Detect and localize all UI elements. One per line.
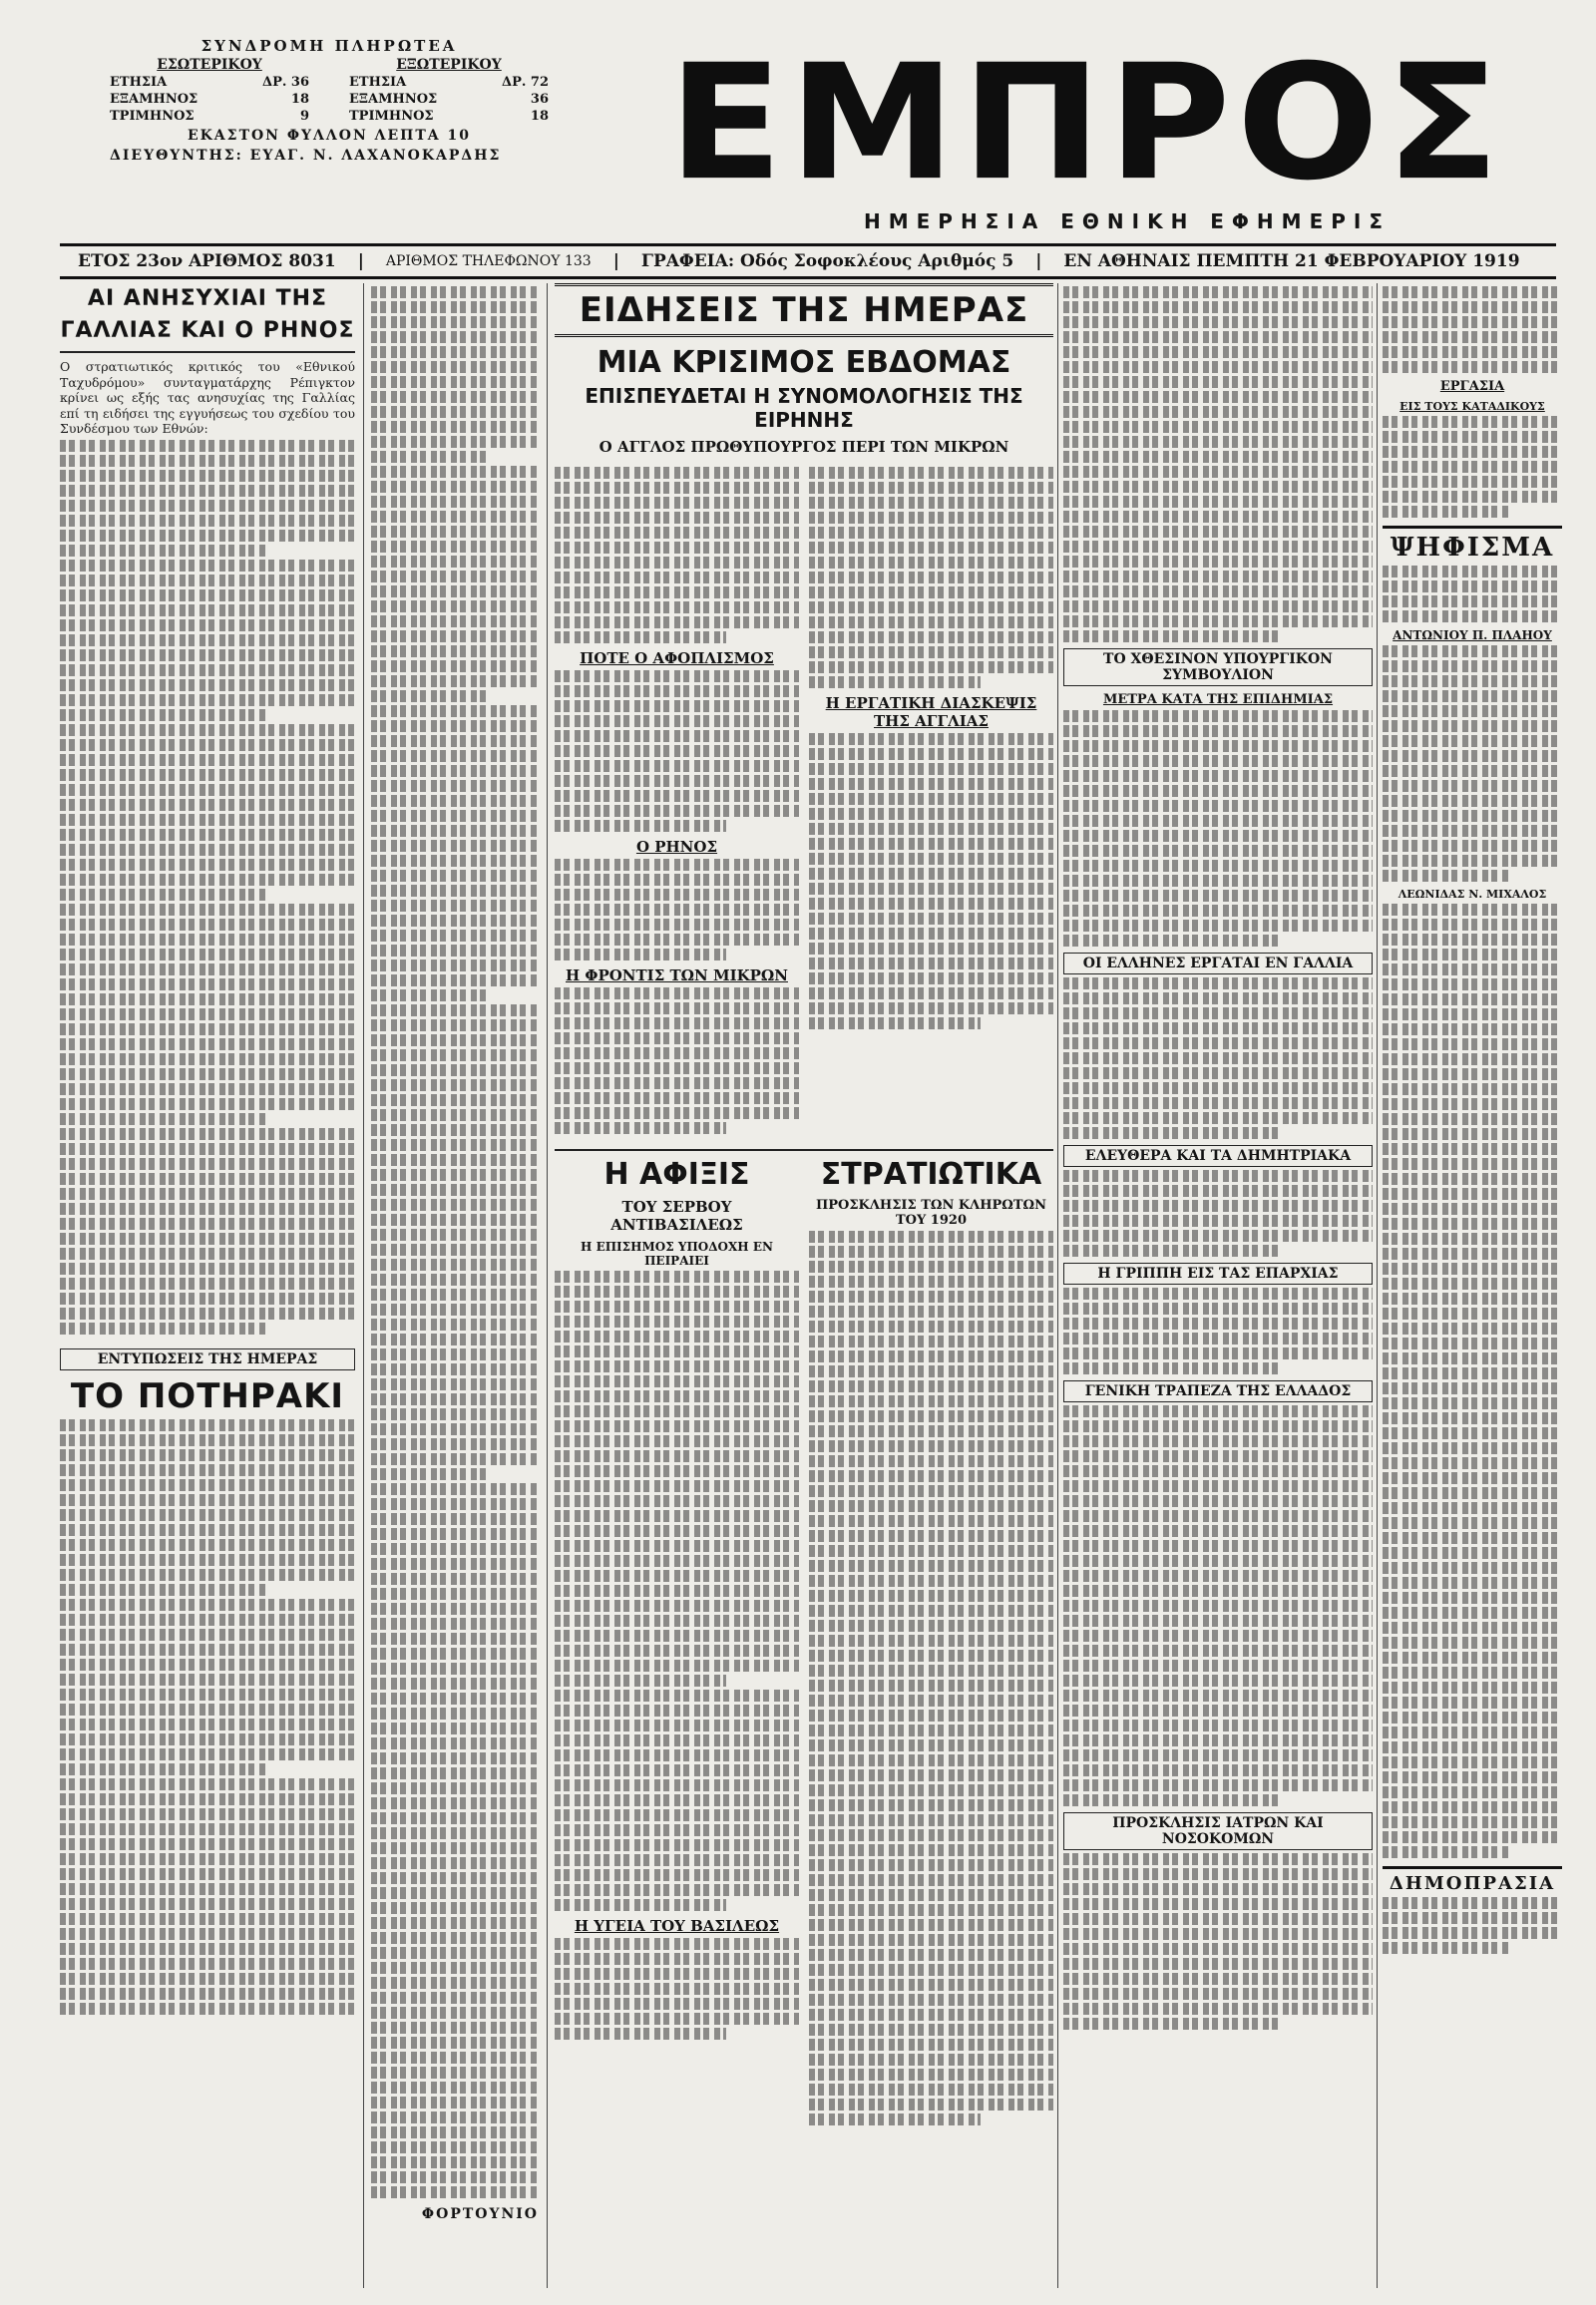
rate-price: ΔΡ. 36 <box>261 75 309 90</box>
section-heading: Η ΦΡΟΝΤΙΣ ΤΩΝ ΜΙΚΡΩΝ <box>566 966 788 984</box>
price-line: ΕΚΑΣΤΟΝ ΦΥΛΛΟΝ ΛΕΠΤΑ 10 <box>187 128 472 144</box>
arrival-headline: Η ΑΦΙΞΙΣ <box>603 1157 750 1192</box>
arrival-sub: ΤΟΥ ΣΕΡΒΟΥ ΑΝΤΙΒΑΣΙΛΕΩΣ <box>610 1198 743 1234</box>
section-heading: Ο ΡΗΝΟΣ <box>635 838 718 856</box>
right-column <box>1063 283 1373 2033</box>
section-heading: ΕΡΓΑΣΙΑ <box>1439 379 1505 394</box>
rate-price: 18 <box>290 92 309 107</box>
section-heading: ΤΟ ΧΘΕΣΙΝΟΝ ΥΠΟΥΡΓΙΚΟΝ ΣΥΜΒΟΥΛΙΟΝ <box>1063 648 1373 686</box>
domestic-rates <box>110 57 309 125</box>
resolution-name: ΑΝΤΩΝΙΟΥ Π. ΠΛΑΗΟΥ <box>1393 628 1552 642</box>
subscription-box <box>110 38 549 165</box>
section-heading: ΕΛΕΥΘΕΡΑ ΚΑΙ ΤΑ ΔΗΜΗΤΡΙΑΚΑ <box>1063 1145 1373 1167</box>
main-subsubheadline: Ο ΑΓΓΛΟΣ ΠΡΩΘΥΠΟΥΡΓΟΣ ΠΕΡΙ ΤΩΝ ΜΙΚΡΩΝ <box>598 438 1009 456</box>
arrival-sub2: Η ΕΠΙΣΗΜΟΣ ΥΠΟΔΟΧΗ ΕΝ ΠΕΙΡΑΙΕΙ <box>581 1240 773 1268</box>
issue-info-bar: ΕΤΟΣ 23ον ΑΡΙΘΜΟΣ 8031 | ΑΡΙΘΜΟΣ ΤΗΛΕΦΩΝΟΥ 133 | ΓΡΑΦΕΙΑ: Οδός Σοφοκλέους Αριθμός 5 | ΕΝ ΑΘΗΝΑΙΣ ΠΕΜΠΤΗ 21 ΦΕΒΡΟΥΑΡΙΟΥ 1919 <box>60 243 1556 279</box>
main-subheadline: ΕΠΙΣΠΕΥΔΕΤΑΙ Η ΣΥΝΟΜΟΛΟΓΗΣΙΣ ΤΗΣ ΕΙΡΗΝΗΣ <box>585 384 1023 432</box>
rate-price: 18 <box>530 109 549 124</box>
main-headline: ΜΙΑ ΚΡΙΣΙΜΟΣ ΕΒΔΟΜΑΣ <box>597 345 1011 380</box>
center-column <box>555 283 1053 2128</box>
foreign-label: ΕΞΩΤΕΡΙΚΟΥ <box>396 57 502 73</box>
section-heading: Η ΕΡΓΑΤΙΚΗ ΔΙΑΣΚΕΨΙΣ ΤΗΣ ΑΓΓΛΙΑΣ <box>825 694 1037 730</box>
news-banner: ΕΙΔΗΣΕΙΣ ΤΗΣ ΗΜΕΡΑΣ <box>555 283 1053 337</box>
rate-label: ΤΡΙΜΗΝΟΣ <box>349 109 434 124</box>
rate-price: 36 <box>530 92 549 107</box>
section-heading: ΕΙΣ ΤΟΥΣ ΚΑΤΑΔΙΚΟΥΣ <box>1399 400 1545 413</box>
director-line: ΔΙΕΥΘΥΝΤΗΣ: ΕΥΑΓ. Ν. ΛΑΧΑΝΟΚΑΡΔΗΣ <box>110 148 502 164</box>
resolution-heading: ΨΗΦΙΣΜΑ <box>1383 526 1562 563</box>
continuation-text <box>371 286 539 2198</box>
left-body-text <box>60 440 355 1335</box>
year-issue: ΕΤΟΣ 23ον ΑΡΙΘΜΟΣ 8031 <box>78 251 336 271</box>
rate-price: 9 <box>299 109 309 124</box>
military-sub: ΠΡΟΣΚΛΗΣΙΣ ΤΩΝ ΚΛΗΡΩΤΩΝ ΤΟΥ 1920 <box>815 1198 1047 1228</box>
rate-label: ΕΞΑΜΗΝΟΣ <box>349 92 438 107</box>
subscription-title: ΣΥΝΔΡΟΜΗ ΠΛΗΡΩΤΕΑ <box>200 37 458 55</box>
left-lead: Ο στρατιωτικός κριτικός του «Εθνικού Ταχυδρόμου» συνταγματάρχης Ρέπιγκτον κρίνει ως εξής τας ανησυχίας της Γαλλίας επί τη ειδήσει της εγγυήσεως του σχεδίου του Συνδέσμου των Εθνών: <box>60 359 355 436</box>
column-label: ΕΝΤΥΠΩΣΕΙΣ ΤΗΣ ΗΜΕΡΑΣ <box>60 1348 355 1370</box>
section-heading: ΠΡΟΣΚΛΗΣΙΣ ΙΑΤΡΩΝ ΚΑΙ ΝΟΣΟΚΟΜΩΝ <box>1063 1812 1373 1850</box>
military-article <box>809 1157 1053 2128</box>
column-signature: ΦΟΡΤΟΥΝΙΟ <box>421 2206 539 2222</box>
rate-label: ΕΤΗΣΙΑ <box>110 75 168 90</box>
section-heading: Η ΥΓΕΙΑ ΤΟΥ ΒΑΣΙΛΕΩΣ <box>574 1917 780 1935</box>
left-headline: ΑΙ ΑΝΗΣΥΧΙΑΙ ΤΗΣ ΓΑΛΛΙΑΣ ΚΑΙ Ο ΡΗΝΟΣ <box>60 283 355 353</box>
tagline: ΗΜΕΡΗΣΙΑ ΕΘΝΙΚΗ ΕΦΗΜΕΡΙΣ <box>863 209 1391 233</box>
masthead <box>40 30 1566 239</box>
rate-label: ΕΤΗΣΙΑ <box>349 75 407 90</box>
section-heading: ΠΟΤΕ Ο ΑΦΟΠΛΙΣΜΟΣ <box>580 649 774 667</box>
rate-label: ΕΞΑΜΗΝΟΣ <box>110 92 199 107</box>
military-headline: ΣΤΡΑΤΙΩΤΙΚΑ <box>820 1157 1042 1192</box>
domestic-label: ΕΣΩΤΕΡΙΚΟΥ <box>157 57 262 73</box>
rate-price: ΔΡ. 72 <box>501 75 549 90</box>
center-subcol-right <box>809 464 1053 1137</box>
foreign-rates <box>349 57 549 125</box>
newspaper-logo <box>668 29 1506 216</box>
left-continuation-column <box>371 283 539 2222</box>
section-heading: ΓΕΝΙΚΗ ΤΡΑΠΕΖΑ ΤΗΣ ΕΛΛΑΔΟΣ <box>1063 1380 1373 1402</box>
auction-heading: ΔΗΜΟΠΡΑΣΙΑ <box>1383 1866 1562 1894</box>
center-subcol-left <box>555 464 799 1137</box>
phone-number: ΑΡΙΘΜΟΣ ΤΗΛΕΦΩΝΟΥ 133 <box>385 253 592 269</box>
left-column <box>60 283 355 2018</box>
logo-text: ΕΜΠΡΟΣ <box>668 29 1506 216</box>
section-subheading: ΜΕΤΡΑ ΚΑΤΑ ΤΗΣ ΕΠΙΔΗΜΙΑΣ <box>1102 692 1334 707</box>
arrival-article <box>555 1157 799 2128</box>
section-heading: ΟΙ ΕΛΛΗΝΕΣ ΕΡΓΑΤΑΙ ΕΝ ΓΑΛΛΙΑ <box>1063 953 1373 974</box>
column-body-text <box>60 1419 355 2015</box>
issue-date: ΕΝ ΑΘΗΝΑΙΣ ΠΕΜΠΤΗ 21 ΦΕΒΡΟΥΑΡΙΟΥ 1919 <box>1063 251 1520 271</box>
resolution-signer: ΛΕΩΝΙΔΑΣ Ν. ΜΙΧΑΛΟΣ <box>1397 888 1547 901</box>
office-address: ΓΡΑΦΕΙΑ: Οδός Σοφοκλέους Αριθμός 5 <box>640 251 1014 271</box>
rate-label: ΤΡΙΜΗΝΟΣ <box>110 109 195 124</box>
section-heading: Η ΓΡΙΠΠΗ ΕΙΣ ΤΑΣ ΕΠΑΡΧΙΑΣ <box>1063 1263 1373 1285</box>
far-right-column <box>1383 283 1562 1957</box>
column-title: ΤΟ ΠΟΤΗΡΑΚΙ <box>70 1375 345 1416</box>
